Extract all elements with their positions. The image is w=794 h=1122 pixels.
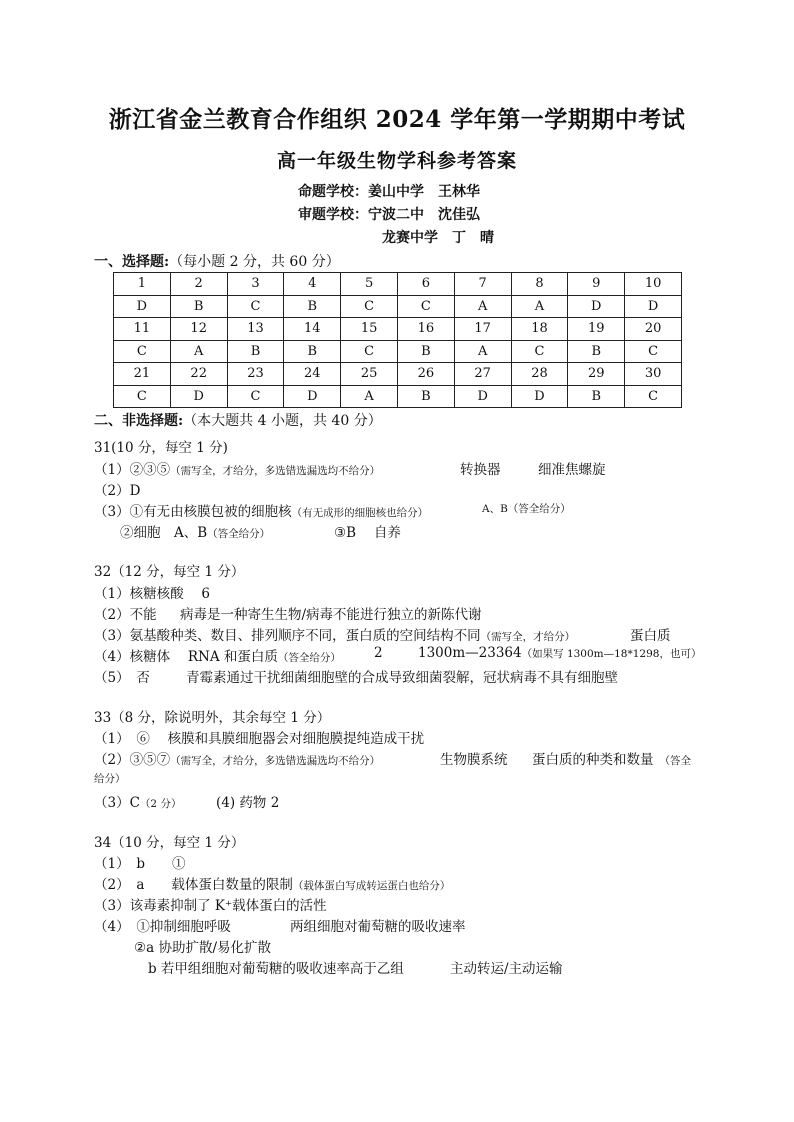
q31-l1-converter: 转换器 <box>460 462 501 478</box>
table-cell: C <box>114 385 171 408</box>
q33-l2-note-end: 给分） <box>94 773 126 785</box>
q34-l2-answer: （2） a 载体蛋白数量的限制 <box>94 877 293 893</box>
table-cell: 7 <box>454 273 511 296</box>
q33-l2-protein-types <box>532 748 691 768</box>
table-row <box>114 363 682 386</box>
table-cell: 23 <box>227 363 284 386</box>
q33-line-2 <box>94 748 380 768</box>
q33-line-1: （1） ⑥ 核膜和具膜细胞器会对细胞膜提纯造成干扰 <box>94 731 425 747</box>
table-cell: D <box>114 295 171 318</box>
table-cell: B <box>568 340 625 363</box>
table-cell: B <box>227 340 284 363</box>
table-cell: 26 <box>397 363 454 386</box>
q33-l3-note: （2 分） <box>139 798 182 810</box>
table-cell: D <box>568 295 625 318</box>
table-cell: 21 <box>114 363 171 386</box>
page-subtitle: 高一年级生物学科参考答案 <box>276 150 517 172</box>
section1-heading <box>94 251 340 271</box>
table-cell: 11 <box>114 318 171 341</box>
table-cell: B <box>397 385 454 408</box>
table-cell: C <box>227 295 284 318</box>
q31-l3-ab-text: A、B（答全给分） <box>482 503 571 515</box>
q34-l2-note: （载体蛋白写成转运蛋白也给分） <box>292 880 451 892</box>
q31-l4-answer: ②细胞 A、B <box>120 525 208 541</box>
q31-line-4 <box>120 521 270 541</box>
table-row <box>114 340 682 363</box>
reviewer-line-2: 龙赛中学 丁 晴 <box>382 230 494 246</box>
table-cell: D <box>170 385 227 408</box>
table-cell: 27 <box>454 363 511 386</box>
q34-l4-rate: 两组细胞对葡萄糖的吸收速率 <box>290 919 466 935</box>
table-cell: D <box>511 385 568 408</box>
q33-header: 33（8 分，除说明外，其余每空 1 分） <box>94 710 331 726</box>
table-cell: 1 <box>114 273 171 296</box>
table-cell: B <box>170 295 227 318</box>
table-cell: C <box>397 295 454 318</box>
q33-l2-answer: （2）③⑤⑦ <box>94 752 171 768</box>
q34-line-5: ②a 协助扩散/易化扩散 <box>134 940 271 956</box>
table-cell: 19 <box>568 318 625 341</box>
table-row <box>114 385 682 408</box>
table-row <box>114 318 682 341</box>
table-cell: 12 <box>170 318 227 341</box>
q32-l5-answer: （5） 否 <box>94 670 150 686</box>
q31-l1-note: （需写全，才给分，多选错选漏选均不给分） <box>170 465 381 477</box>
setter-line: 命题学校：姜山中学 王林华 <box>298 184 480 200</box>
q32-l2-reason: 病毒是一种寄生生物/病毒不能进行独立的新陈代谢 <box>180 607 482 623</box>
q34-header: 34（10 分，每空 1 分） <box>94 835 245 851</box>
table-cell: 2 <box>170 273 227 296</box>
table-cell: 3 <box>227 273 284 296</box>
q31-l3-ab <box>482 500 571 516</box>
table-cell: 16 <box>397 318 454 341</box>
table-cell: A <box>454 340 511 363</box>
table-cell: B <box>284 295 341 318</box>
q32-l2-answer: （2）不能 <box>94 607 157 623</box>
section2-title: 二、非选择题: <box>94 413 184 429</box>
section1-note: （每小题 2 分，共 60 分） <box>169 254 340 270</box>
table-cell: C <box>625 340 682 363</box>
q33-l2-membrane-system: 生物膜系统 <box>440 752 508 768</box>
q34-l6-answer: b 若甲组细胞对葡萄糖的吸收速率高于乙组 <box>148 961 404 977</box>
table-cell: 13 <box>227 318 284 341</box>
q34-line-1: （1） b ① <box>94 856 186 872</box>
table-cell: A <box>170 340 227 363</box>
q32-l5-reason: 青霉素通过干扰细菌细胞壁的合成导致细菌裂解，冠状病毒不具有细胞壁 <box>186 670 618 686</box>
q31-l1-answer: （1）②③⑤ <box>94 462 171 478</box>
q33-l2-note: （需写全，才给分，多选错选漏选均不给分） <box>170 755 381 767</box>
table-cell: B <box>568 385 625 408</box>
page-title: 浙江省金兰教育合作组织 2024 学年第一学期期中考试 <box>108 106 686 133</box>
section2-note: （本大题共 4 小题，共 40 分） <box>183 413 382 429</box>
q33-l2-protein-text: 蛋白质的种类和数量 <box>532 752 654 768</box>
table-cell: C <box>511 340 568 363</box>
table-cell: A <box>511 295 568 318</box>
table-cell: 9 <box>568 273 625 296</box>
q32-l4-formula-note: （如果写 1300m—18*1298，也可） <box>521 648 702 660</box>
table-cell: 25 <box>341 363 398 386</box>
q34-line-2 <box>94 873 450 893</box>
q32-l4-note: （答全给分） <box>277 652 341 664</box>
table-cell: 20 <box>625 318 682 341</box>
table-cell: 22 <box>170 363 227 386</box>
table-cell: 18 <box>511 318 568 341</box>
q32-line-3 <box>94 624 575 644</box>
table-cell: 8 <box>511 273 568 296</box>
q34-line-3: （3）该毒素抑制了 K⁺载体蛋白的活性 <box>94 898 327 914</box>
answer-table <box>113 272 682 408</box>
q32-l4-formula-text: 1300m—23364 <box>418 645 522 661</box>
table-cell: 24 <box>284 363 341 386</box>
q32-l4-answer: （4）核糖体 RNA 和蛋白质 <box>94 649 278 665</box>
table-cell: 10 <box>625 273 682 296</box>
q34-l4-answer: （4） ①抑制细胞呼吸 <box>94 919 231 935</box>
table-row <box>114 273 682 296</box>
table-cell: C <box>625 385 682 408</box>
q31-header: 31(10 分，每空 1 分) <box>94 440 228 456</box>
q32-l3-protein: 蛋白质 <box>630 628 671 644</box>
q32-l4-formula <box>418 645 701 661</box>
table-cell: C <box>227 385 284 408</box>
q31-line-3 <box>94 500 428 520</box>
table-cell: A <box>454 295 511 318</box>
table-cell: 6 <box>397 273 454 296</box>
table-cell: D <box>284 385 341 408</box>
q32-l4-two: 2 <box>374 645 383 661</box>
table-cell: 4 <box>284 273 341 296</box>
q32-l3-answer: （3）氨基酸种类、数目、排列顺序不同，蛋白质的空间结构不同 <box>94 628 481 644</box>
q31-line-1 <box>94 458 380 478</box>
q33-l3-answer: （3）C <box>94 795 140 811</box>
table-cell: 30 <box>625 363 682 386</box>
table-cell: C <box>114 340 171 363</box>
q31-line-2: （2）D <box>94 483 141 499</box>
q32-line-1: （1）核糖核酸 6 <box>94 586 210 602</box>
table-cell: 29 <box>568 363 625 386</box>
table-cell: 15 <box>341 318 398 341</box>
table-cell: 17 <box>454 318 511 341</box>
table-cell: 28 <box>511 363 568 386</box>
reviewer-line-1: 审题学校：宁波二中 沈佳弘 <box>298 207 480 223</box>
section2-heading <box>94 410 382 430</box>
q31-l1-fine-focus: 细准焦螺旋 <box>538 462 606 478</box>
q31-l4-note: （答全给分） <box>207 528 271 540</box>
table-cell: C <box>341 295 398 318</box>
q34-l6-transport: 主动转运/主动运输 <box>450 961 563 977</box>
q32-line-4 <box>94 645 341 665</box>
q33-line-3 <box>94 791 181 811</box>
table-cell: D <box>454 385 511 408</box>
table-cell: B <box>397 340 454 363</box>
table-row <box>114 295 682 318</box>
table-cell: D <box>625 295 682 318</box>
q33-l3-drug: (4) 药物 2 <box>216 795 280 811</box>
section1-title: 一、选择题: <box>94 254 170 270</box>
q32-header: 32（12 分，每空 1 分） <box>94 564 245 580</box>
q33-l2-note-start: （答全 <box>659 755 691 767</box>
table-cell: 5 <box>341 273 398 296</box>
q31-l3-note: （有无成形的细胞核也给分） <box>291 507 429 519</box>
table-cell: C <box>341 340 398 363</box>
q31-l4-autotroph: ③B 自养 <box>334 525 401 541</box>
q32-l3-note: （需写全，才给分） <box>480 631 576 643</box>
table-cell: 14 <box>284 318 341 341</box>
q31-l3-answer: （3）①有无由核膜包被的细胞核 <box>94 504 292 520</box>
table-cell: A <box>341 385 398 408</box>
table-cell: B <box>284 340 341 363</box>
